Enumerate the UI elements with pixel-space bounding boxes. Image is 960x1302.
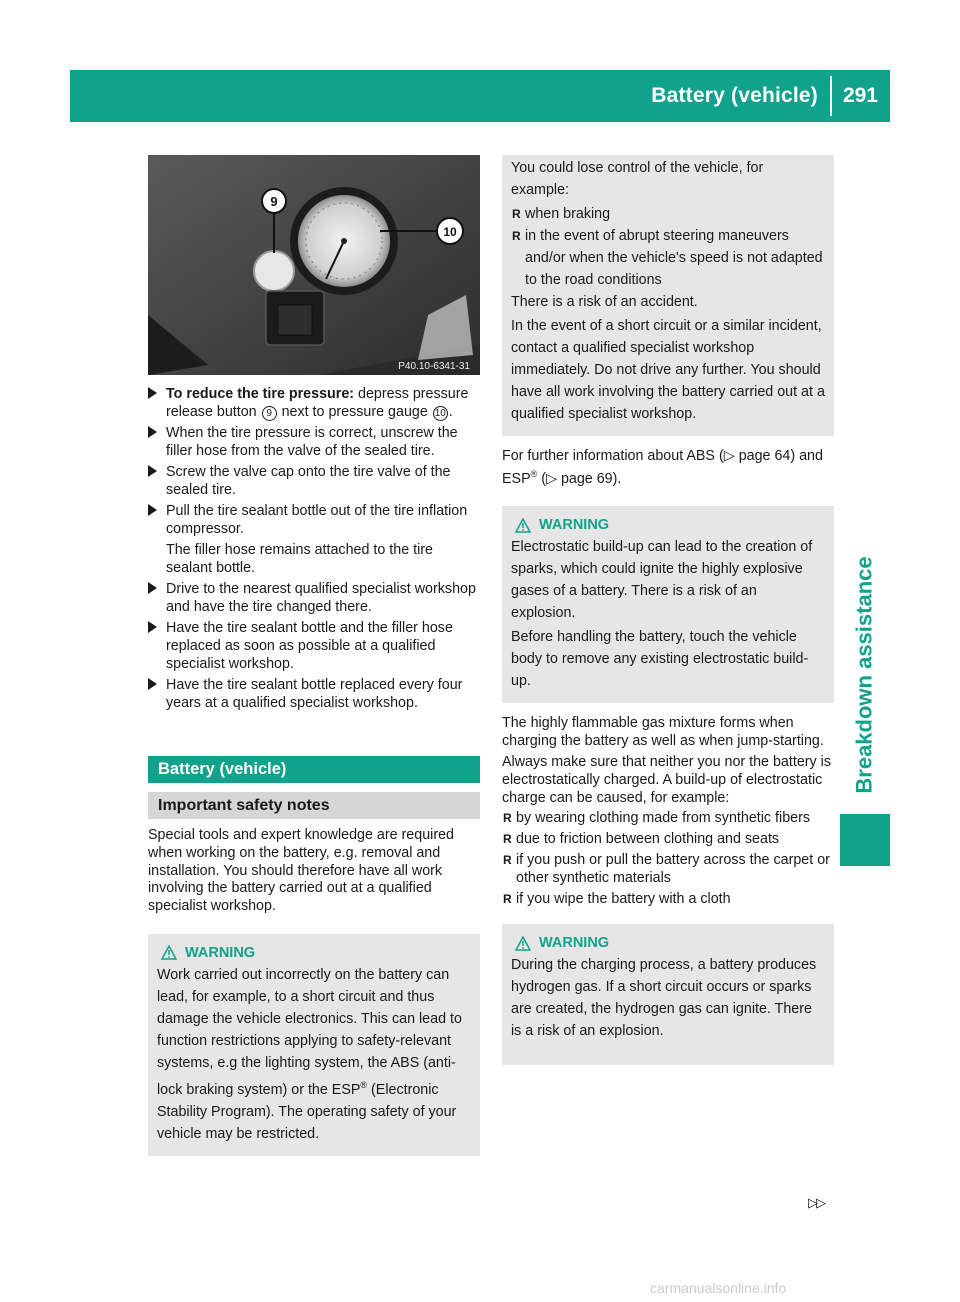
list-item: R if you push or pull the battery across the carpet or other synthetic materials — [503, 851, 830, 886]
warning-triangle-icon — [161, 945, 177, 960]
step-item: Drive to the nearest qualified specialist workshop and have the tire changed there. — [148, 580, 480, 616]
step-arrow-icon — [148, 387, 157, 399]
header-title: Battery (vehicle) — [651, 84, 818, 107]
release-button — [254, 251, 294, 291]
electrostatic-section — [502, 754, 834, 908]
callout-9: 9 — [270, 194, 278, 209]
step-heading: To reduce the tire pressure: — [166, 386, 355, 402]
step-arrow-icon — [148, 621, 157, 633]
list-item: R if you wipe the battery with a cloth — [503, 890, 731, 907]
instruction-steps — [148, 385, 480, 712]
list-item: R by wearing clothing made from synthetic fibers — [503, 810, 811, 827]
warning-text: You could lose control of the vehicle, for example: — [511, 160, 764, 198]
step-note: The filler hose remains attached to the tire sealant bottle. — [166, 542, 434, 576]
ref-10-icon: 10 — [434, 408, 446, 419]
step-item: Screw the valve cap onto the tire valve of the sealed tire. — [148, 463, 480, 499]
bullet-icon: R — [512, 207, 521, 221]
section-title: Battery (vehicle) — [148, 756, 480, 783]
page-number: 291 — [842, 84, 878, 107]
bullet-icon: R — [512, 229, 521, 243]
page-ref-icon: ▷ — [723, 448, 735, 464]
step-arrow-icon — [148, 582, 157, 594]
step-arrow-icon — [148, 465, 157, 477]
bullet-list — [511, 203, 825, 291]
list-item: R in the event of abrupt steering maneuvers and/or when the vehicle's speed is not adapted to the road conditions — [511, 225, 825, 291]
step-item: Pull the tire sealant bottle out of the tire inflation compressor. — [148, 502, 480, 538]
subsection-title: Important safety notes — [148, 792, 480, 819]
warning-header — [511, 514, 825, 536]
step-arrow-icon — [148, 678, 157, 690]
watermark: carmanualsonline.info — [650, 1280, 787, 1296]
warning-text: During the charging process, a battery produces hydrogen gas. If a short circuit occurs or sparks are created, the hydrogen gas can ignite. There is a risk of an explosion. — [511, 957, 817, 1040]
step-item: Have the tire sealant bottle replaced every four years at a qualified specialist workshop. — [148, 676, 480, 712]
warning-label: WARNING — [539, 935, 610, 952]
flammable-paragraph: The highly flammable gas mixture forms when charging the battery as well as when jump-starting. — [502, 715, 824, 750]
warning-header — [511, 932, 825, 954]
warning-label: WARNING — [539, 517, 610, 534]
continue-arrow-icon: ▷▷ — [808, 1195, 824, 1210]
warning-text: In the event of a short circuit or a similar incident, contact a qualified specialist workshop immediately. Do not drive any further. You should have all work involving the battery carried out at a qualified specialist workshop. — [511, 318, 825, 422]
warning-triangle-icon — [515, 518, 531, 533]
warning-box — [148, 934, 480, 1156]
side-tab-label: Breakdown assistance — [852, 556, 878, 794]
step-arrow-icon — [148, 426, 157, 438]
step-item: When the tire pressure is correct, unscrew the filler hose from the valve of the sealed tire. — [148, 424, 480, 460]
intro-paragraph: Special tools and expert knowledge are required when working on the battery, e.g. removal and installation. You should therefore have all work involving the battery carried out at a qualified specialist workshop. — [148, 827, 454, 915]
step-item: To reduce the tire pressure: depress pressure release button 9 next to pressure gauge 10 . — [148, 385, 480, 421]
header-divider — [830, 76, 832, 116]
list-item: R when braking — [511, 203, 825, 225]
bullet-icon: R — [503, 832, 512, 847]
warning-text: Before handling the battery, touch the vehicle body to remove any existing electrostatic build-up. — [511, 629, 809, 690]
callout-10: 10 — [443, 225, 457, 239]
bullet-icon: R — [503, 811, 512, 826]
header-bar — [70, 70, 890, 122]
step-item: Have the tire sealant bottle and the filler hose replaced as soon as possible at a qualified specialist workshop. — [148, 619, 480, 673]
side-tab-marker — [840, 814, 890, 866]
page-ref-icon: ▷ — [545, 470, 557, 487]
further-info: For further information about ABS (▷ page 64) and ESP® (▷ page 69). — [502, 448, 823, 487]
warning-box — [502, 506, 834, 703]
side-tab — [840, 545, 890, 805]
warning-header — [157, 942, 471, 964]
left-column — [148, 155, 480, 1156]
warning-text: Work carried out incorrectly on the battery can lead, for example, to a short circuit and thus damage the vehicle electronics. This can lead to function restrictions applying to safety-relevant systems, e.g the lighting system, the ABS (anti-lock braking system) or the ESP® (Electronic Stability Program). The operating safety of your vehicle may be restricted. — [157, 966, 462, 1142]
warning-text: Electrostatic build-up can lead to the creation of sparks, which could ignite the highly explosive gases of a battery. There is a risk of an explosion. — [511, 539, 813, 622]
warning-box-continued — [502, 155, 834, 436]
bullet-icon: R — [503, 852, 512, 867]
step-arrow-icon — [148, 504, 157, 516]
list-item: R due to friction between clothing and seats — [503, 831, 780, 848]
warning-box — [502, 924, 834, 1065]
tire-compressor-figure — [148, 155, 480, 375]
right-column — [502, 155, 834, 1065]
ref-9-icon: 9 — [262, 406, 277, 421]
warning-label: WARNING — [185, 944, 256, 961]
bullet-icon: R — [503, 891, 512, 906]
warning-text: There is a risk of an accident. — [511, 294, 698, 310]
electrostatic-paragraph: Always make sure that neither you nor the battery is electrostatically charged. A build-up of electrostatic charge can be caused, for example: — [502, 753, 831, 806]
warning-triangle-icon — [515, 936, 531, 951]
figure-illustration — [148, 155, 480, 375]
figure-code: P40.10-6341-31 — [398, 361, 470, 372]
bullet-list — [502, 810, 834, 908]
